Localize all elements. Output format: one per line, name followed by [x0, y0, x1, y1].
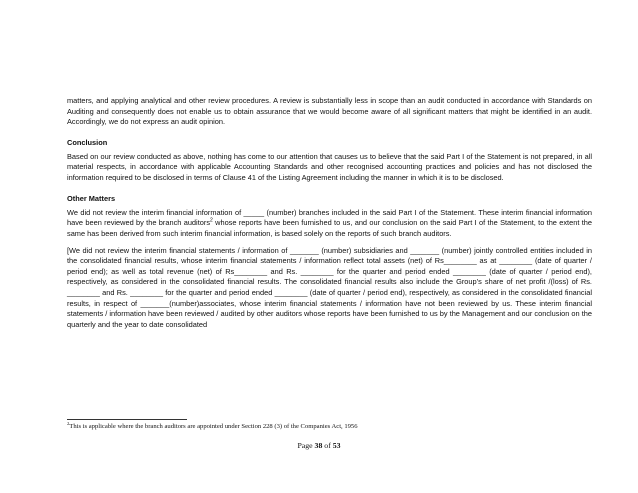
page-number-total: 53 — [332, 441, 341, 450]
other-matters-paragraph-1-continued: whose reports have been furnished to us, and our conclusion on the said Part I of the Statement, to the extent the same has been derived from such interim financial information, is based solely on the reports of such branch auditors. — [67, 218, 592, 238]
document-body — [67, 96, 592, 330]
other-matters-paragraph-1 — [67, 208, 592, 240]
other-matters-heading: Other Matters — [67, 194, 116, 204]
conclusion-heading: Conclusion — [67, 138, 108, 148]
footnote-reference: 2 — [210, 217, 213, 224]
page-number-current: 38 — [314, 441, 323, 450]
page-number — [0, 441, 638, 450]
footnote-text: This is applicable where the branch auditors are appointed under Section 228 (3) of the Companies Act, 1956 — [69, 423, 358, 430]
page-number-prefix: Page — [297, 441, 315, 450]
footnote-marker: 2 — [67, 420, 70, 426]
conclusion-paragraph: Based on our review conducted as above, nothing has come to our attention that causes us to believe that the said Part I of the Statement is not prepared, in all material respects, in accordance with applicable Accounting Standards and other recognised accounting practices and policies and has not disclosed the information required to be disclosed in terms of Clause 41 of the Listing Agreement including the manner in which it is to be disclosed. — [67, 151, 592, 183]
page-number-middle: of — [322, 441, 333, 450]
footnote — [67, 422, 587, 431]
footnote-divider — [67, 419, 187, 420]
intro-paragraph: matters, and applying analytical and other review procedures. A review is substantially less in scope than an audit conducted in accordance with Standards on Auditing and consequently does not enable us to obtain assurance that we would become aware of all significant matters that might be identified in an audit. Accordingly, we do not express an audit opinion. — [67, 96, 592, 127]
other-matters-paragraph-1-text: We did not review the interim financial information of _____ (number) branches included in the said Part I of the Statement. These interim financial information have been reviewed by the branch auditors — [67, 207, 592, 228]
other-matters-paragraph-2: [We did not review the interim financial statements / information of _______ (number) subsidiaries and _______ (number) jointly controlled entities included in the consolidated financial results, whose interim financial statements / information reflect total assets (net) of Rs________ as at ________ (date of quarter / period end); as well as total revenue (net) of Rs________ and Rs. ________ for the quarter and period ended ________ (date of quarter / period end), respectively, as considered in the consolidated financial results. The consolidated financial results also include the Group’s share of net profit /(loss) of Rs. ________ and Rs. ________ for the quarter and period ended ________ (date of quarter / period end), respectively, as considered in the consolidated financial results, in respect of _______(number)associates, whose interim financial statements / information have not been reviewed by us. These interim financial statements / information have been reviewed / audited by other auditors whose reports have been furnished to us by the Management and our conclusion on the quarterly and the year to date consolidated — [67, 245, 592, 329]
